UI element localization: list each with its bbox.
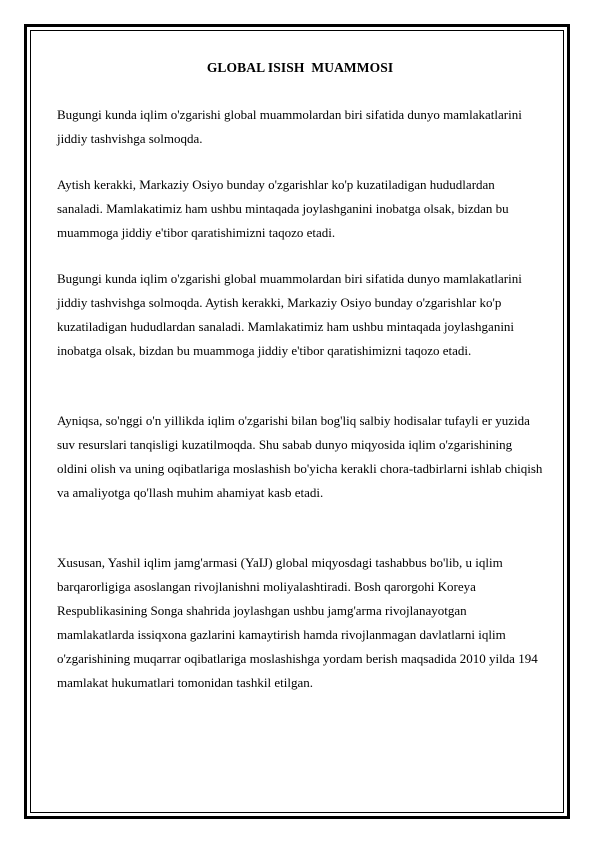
paragraph-1: Bugungi kunda iqlim o'zgarishi global muammolardan biri sifatida dunyo mamlakatlarini jiddiy tashvishga solmoqda.: [57, 107, 522, 146]
paragraph-2: Aytish kerakki, Markaziy Osiyo bunday o'zgarishlar ko'p kuzatiladigan hududlardan sanaladi. Mamlakatimiz ham ushbu mintaqada joylashganini inobatga olsak, bizdan bu muammoga jiddiy e'tibor qaratishimizni taqozo etadi.: [57, 177, 509, 240]
paragraph-5: Xususan, Yashil iqlim jamg'armasi (YaIJ) global miqyosdagi tashabbus bo'lib, u iqlim barqarorligiga asoslangan rivojlanishni moliyalashtiradi. Bosh qarorgohi Koreya Respublikasining Songa shahrida joylashgan ushbu jamg'arma rivojlanayotgan mamlakatlarda issiqxona gazlarini kamaytirish hamda rivojlanmagan davlatlarni iqlim o'zgarishining muqarrar oqibatlariga moslashishga yordam berish maqsadida 2010 yilda 194 mamlakat hukumatlari tomonidan tashkil etilgan.: [57, 555, 538, 690]
paragraph-3: Bugungi kunda iqlim o'zgarishi global muammolardan biri sifatida dunyo mamlakatlarini jiddiy tashvishga solmoqda. Aytish kerakki, Markaziy Osiyo bunday o'zgarishlar ko'p kuzatiladigan hududlardan sanaladi. Mamlakatimiz ham ushbu mintaqada joylashganini inobatga olsak, bizdan bu muammoga jiddiy e'tibor qaratishimizni taqozo etadi.: [57, 271, 522, 358]
paragraph-4: Ayniqsa, so'nggi o'n yillikda iqlim o'zgarishi bilan bog'liq salbiy hodisalar tufayli er yuzida suv resurslari tanqisligi kuzatilmoqda. Shu sabab dunyo miqyosida iqlim o'zgarishining oldini olish va uning oqibatlariga moslashish bo'yicha kerakli chora-tadbirlarni ishlab chiqish va amaliyotga qo'llash muhim ahamiyat kasb etadi.: [57, 413, 543, 500]
document-body: [57, 56, 543, 695]
document-title: GLOBAL ISISH MUAMMOSI: [206, 60, 394, 75]
